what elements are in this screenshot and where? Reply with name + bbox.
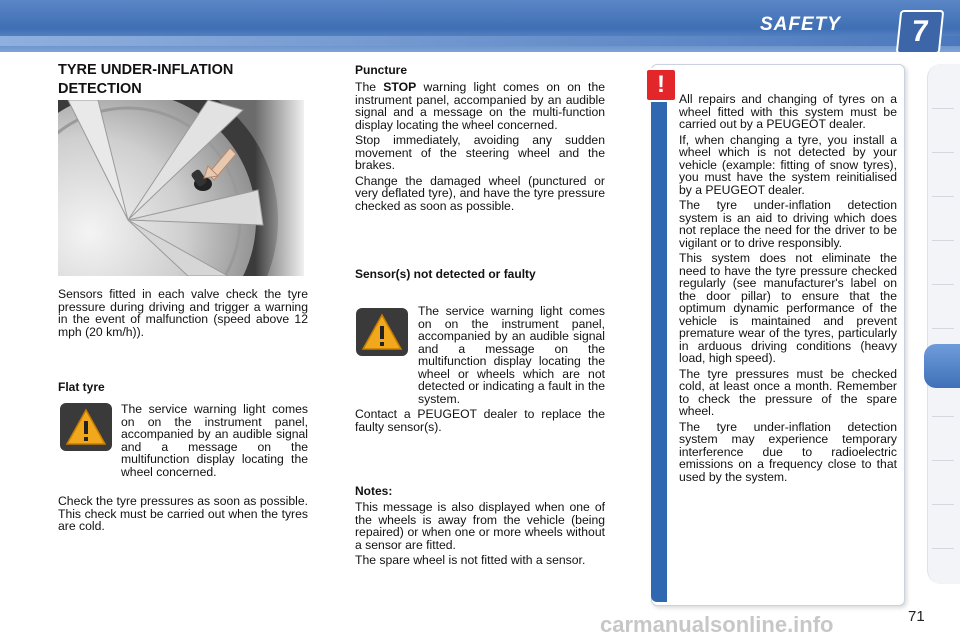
tyre-valve-photo [58,100,304,276]
stop-label: STOP [383,80,417,94]
flat-tyre-heading: Flat tyre [58,380,105,394]
page-number: 71 [908,608,925,625]
tab-divider [932,196,954,197]
tab-divider [932,548,954,549]
note-paragraph: The tyre under-inflation detection system may experience temporary interference due to radioelectric emissions on a frequency close to that used by the system. [679,419,897,484]
warning-triangle-icon [60,403,112,451]
sensors-text [355,305,605,436]
notes-p2: The spare wheel is not fitted with a sensor. [355,553,586,567]
flat-tyre-check-text: Check the tyre pressures as soon as possible. This check must be carried out when the tyres are cold. [58,494,308,533]
puncture-p3: Change the damaged wheel (punctured or very deflated tyre), and have the tyre pressure checked as soon as possible. [355,173,605,213]
tab-divider [932,504,954,505]
note-paragraph: The tyre under-inflation detection system is an aid to driving which does not replace the need for the driver to be vigilant or to drive responsibly. [679,198,897,250]
tab-divider [932,108,954,109]
note-text [679,93,897,486]
notes-p1: This message is also displayed when one of the wheels is away from the vehicle (being repaired) or when one or more wheels without a sensor are fitted. [355,500,605,552]
notes-text [355,501,605,570]
tab-divider [932,240,954,241]
side-tab-active-safety[interactable] [924,344,960,388]
note-side-bar [651,86,667,602]
puncture-p1-pre: The [355,80,384,94]
section-title: SAFETY [760,14,841,35]
flat-tyre-text-span: The service warning light comes on on the instrument panel, accompanied by an audible signal and a message on the multifunction display locating the wheel concerned. [121,402,308,479]
puncture-p2: Stop immediately, avoiding any sudden movement of the steering wheel and the brakes. [355,133,605,172]
tab-divider [932,460,954,461]
note-paragraph: The tyre pressures must be checked cold, at least once a month. Remember to check the pressure of the spare wheel. [679,366,897,418]
exclamation-icon: ! [645,68,677,102]
sensors-p1: The service warning light comes on on the instrument panel, accompanied by an audible signal and a message on the multifunction display locating the wheel or wheels which are not detected or indicating a fault in the system. [418,304,605,406]
note-paragraph: This system does not eliminate the need to have the tyre pressure checked regularly (see manufacturer's label on the door pillar) to ensure that the optimum dynamic performance of the vehicle is maintained and prevent premature wear of the tyres, particularly in arduous driving conditions (heavy load, high speed). [679,251,897,365]
tab-divider [932,328,954,329]
puncture-p1-post: warning light comes on on the instrument panel, accompanied by an audible signal and a message on the multi-function display locating the wheel concerned. [355,80,605,132]
puncture-p1 [355,81,605,131]
note-paragraph: All repairs and changing of tyres on a wheel fitted with this system must be carried out by a PEUGEOT dealer. [679,92,897,131]
flat-tyre-text [121,403,308,478]
section-heading: TYRE UNDER-INFLATION DETECTION [58,62,234,97]
chapter-side-tabs [927,64,960,584]
tab-divider [932,416,954,417]
sensors-heading: Sensor(s) not detected or faulty [355,267,536,281]
puncture-text [355,81,605,215]
note-paragraph: If, when changing a tyre, you install a wheel which is not detected by your vehicle (example: fitting of snow tyres), you must have the system reinitialised by a PEUGEOT dealer. [679,132,897,197]
tab-divider [932,284,954,285]
header-swoop [0,36,960,46]
watermark: carmanualsonline.info [600,612,834,637]
puncture-heading: Puncture [355,63,408,77]
intro-paragraph: Sensors fitted in each valve check the tyre pressure during driving and trigger a warning in the event of malfunction (speed above 12 mph (20 km/h)). [58,287,308,339]
chapter-number-badge: 7 [896,10,945,54]
tab-divider [932,152,954,153]
sensors-p2: Contact a PEUGEOT dealer to replace the faulty sensor(s). [355,407,605,434]
notes-heading: Notes: [355,484,393,498]
